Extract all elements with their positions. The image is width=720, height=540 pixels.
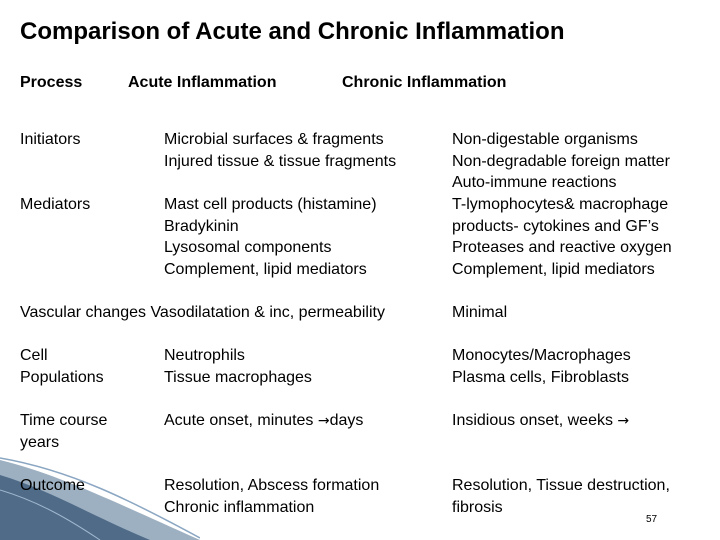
row-outcome-acute: Resolution, Abscess formation Chronic inflammation bbox=[164, 477, 380, 516]
row-initiators-acute: Microbial surfaces & fragments Injured tissue & tissue fragments bbox=[164, 131, 397, 170]
row-time-process: Time course years bbox=[20, 412, 108, 451]
row-vascular-process-acute: Vascular changes Vasodilatation & inc, permeability bbox=[20, 304, 385, 321]
row-mediators-chronic: T-lymophocytes& macrophage products- cytokines and GF’s Proteases and reactive oxygen Complement, lipid mediators bbox=[452, 196, 672, 278]
row-initiators-process: Initiators bbox=[20, 131, 81, 148]
row-outcome-chronic: Resolution, Tissue destruction, fibrosis bbox=[452, 477, 670, 516]
header-acute: Acute Inflammation bbox=[128, 74, 277, 91]
header-process: Process bbox=[20, 74, 83, 91]
row-initiators-chronic: Non-digestable organisms Non-degradable foreign matter Auto-immune reactions bbox=[452, 131, 670, 191]
row-time-acute bbox=[164, 410, 444, 433]
row-cells-acute: Neutrophils Tissue macrophages bbox=[164, 347, 312, 386]
row-time-chronic bbox=[452, 410, 714, 433]
row-vascular-chronic: Minimal bbox=[452, 304, 508, 321]
row-time-acute-text: Acute onset, minutes bbox=[164, 412, 318, 429]
right-arrow-icon: → bbox=[617, 413, 630, 429]
page-number: 57 bbox=[646, 514, 658, 525]
row-cells-chronic: Monocytes/Macrophages Plasma cells, Fibroblasts bbox=[452, 347, 631, 386]
row-cells-process: Cell Populations bbox=[20, 347, 104, 386]
slide-title: Comparison of Acute and Chronic Inflammation bbox=[20, 18, 565, 45]
row-mediators-process: Mediators bbox=[20, 196, 91, 213]
row-outcome-process: Outcome bbox=[20, 477, 85, 494]
row-time-acute-tail: days bbox=[329, 412, 364, 429]
row-time-chronic-text: Insidious onset, weeks bbox=[452, 412, 618, 429]
row-mediators-acute: Mast cell products (histamine) Bradykinin Lysosomal components Complement, lipid mediators bbox=[164, 196, 377, 278]
right-arrow-icon: → bbox=[317, 413, 330, 429]
header-chronic: Chronic Inflammation bbox=[342, 74, 507, 91]
